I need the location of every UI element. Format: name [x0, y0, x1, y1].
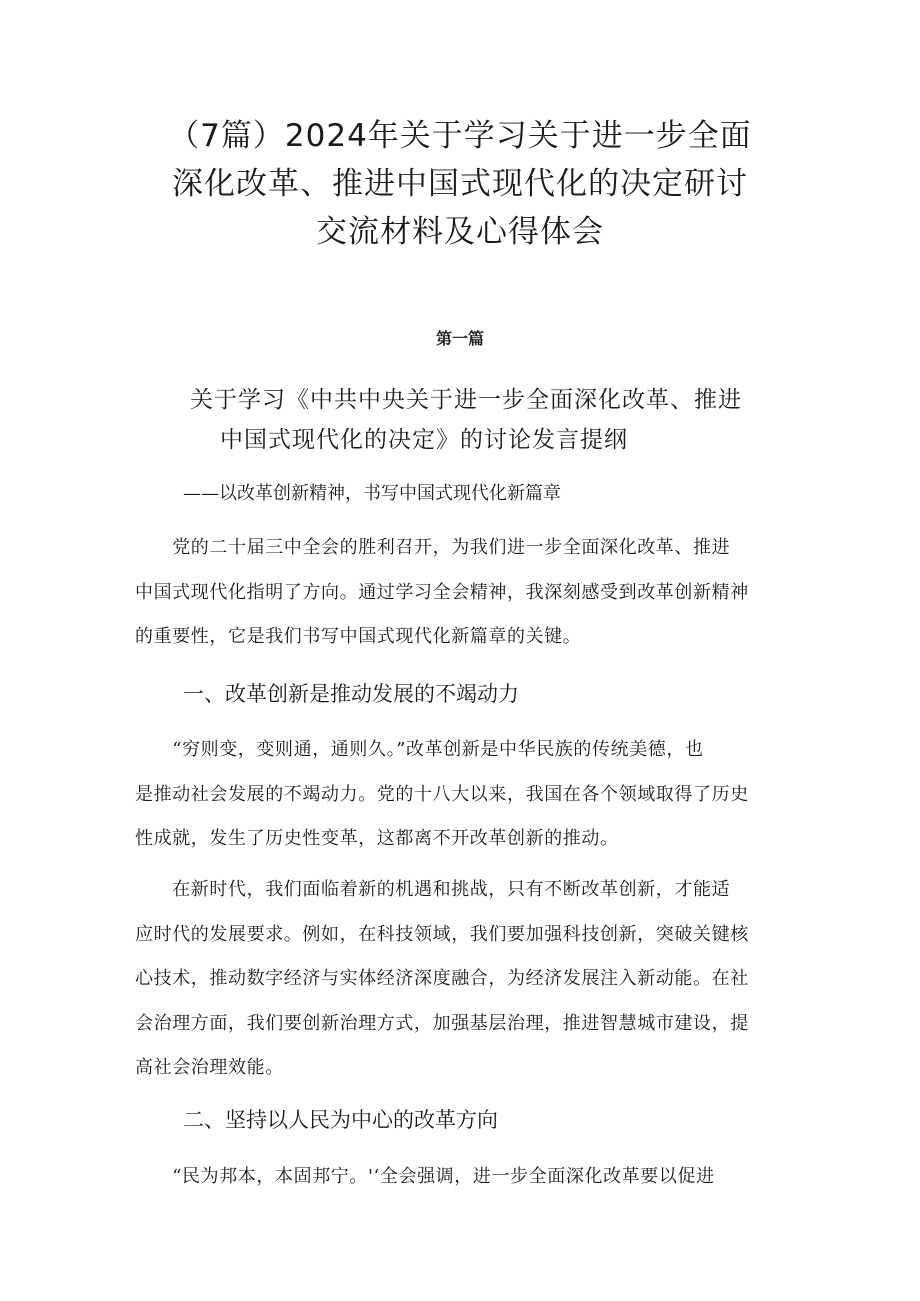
paragraph-line: 党的二十届三中全会的胜利召开，为我们进一步全面深化改革、推进: [135, 537, 731, 558]
part-label: 第一篇: [435, 329, 484, 348]
paragraph-line: 性成就，发生了历史性变革，这都离不开改革创新的推动。: [135, 828, 619, 849]
section1-paragraph-1: [135, 728, 795, 862]
paragraph-line: 是推动社会发展的不竭动力。党的十八大以来，我国在各个领域取得了历史: [135, 783, 749, 805]
title-line: 深化改革、推进中国式现代化的决定研讨: [172, 166, 748, 202]
section-heading-1: 一、改革创新是推动发展的不竭动力: [183, 682, 519, 706]
paragraph-line: “民为邦本，本固邦宁。'‘全会强调，进一步全面深化改革要以促进: [135, 1166, 715, 1187]
title-line: 交流材料及心得体会: [316, 214, 604, 250]
tagline: ——以改革创新精神，书写中国式现代化新篇章: [183, 483, 561, 504]
intro-paragraph: [135, 526, 795, 660]
section2-paragraph-1: [135, 1155, 795, 1200]
subtitle-line: 关于学习《中共中央关于进一步全面深化改革、推进: [190, 387, 742, 413]
paragraph-line: 高社会治理效能。: [135, 1057, 284, 1078]
paragraph-line: 在新时代，我们面临着新的机遇和挑战，只有不断改革创新，才能适: [135, 879, 731, 900]
paragraph-line: “穷则变，变则通，通则久。”改革创新是中华民族的传统美德，也: [135, 739, 704, 760]
paragraph-line: 会治理方面，我们要创新治理方式，加强基层治理，推进智慧城市建设，提: [135, 1012, 749, 1034]
title-line: （7篇）2024年关于学习关于进一步全面: [168, 118, 752, 154]
document-title: [120, 112, 800, 256]
paragraph-line: 的重要性，它是我们书写中国式现代化新篇章的关键。: [135, 626, 582, 647]
section1-paragraph-2: [135, 868, 795, 1091]
section-heading-2: 二、坚持以人民为中心的改革方向: [183, 1108, 498, 1132]
subtitle-line: 中国式现代化的决定》的讨论发言提纲: [220, 427, 628, 453]
paragraph-line: 应时代的发展要求。例如，在科技领域，我们要加强科技创新，突破关键核: [135, 923, 749, 945]
paragraph-line: 中国式现代化指明了方向。通过学习全会精神，我深刻感受到改革创新精神: [135, 581, 749, 603]
speech-subtitle: [160, 380, 800, 460]
paragraph-line: 心技术，推动数字经济与实体经济深度融合，为经济发展注入新动能。在社: [135, 968, 749, 989]
